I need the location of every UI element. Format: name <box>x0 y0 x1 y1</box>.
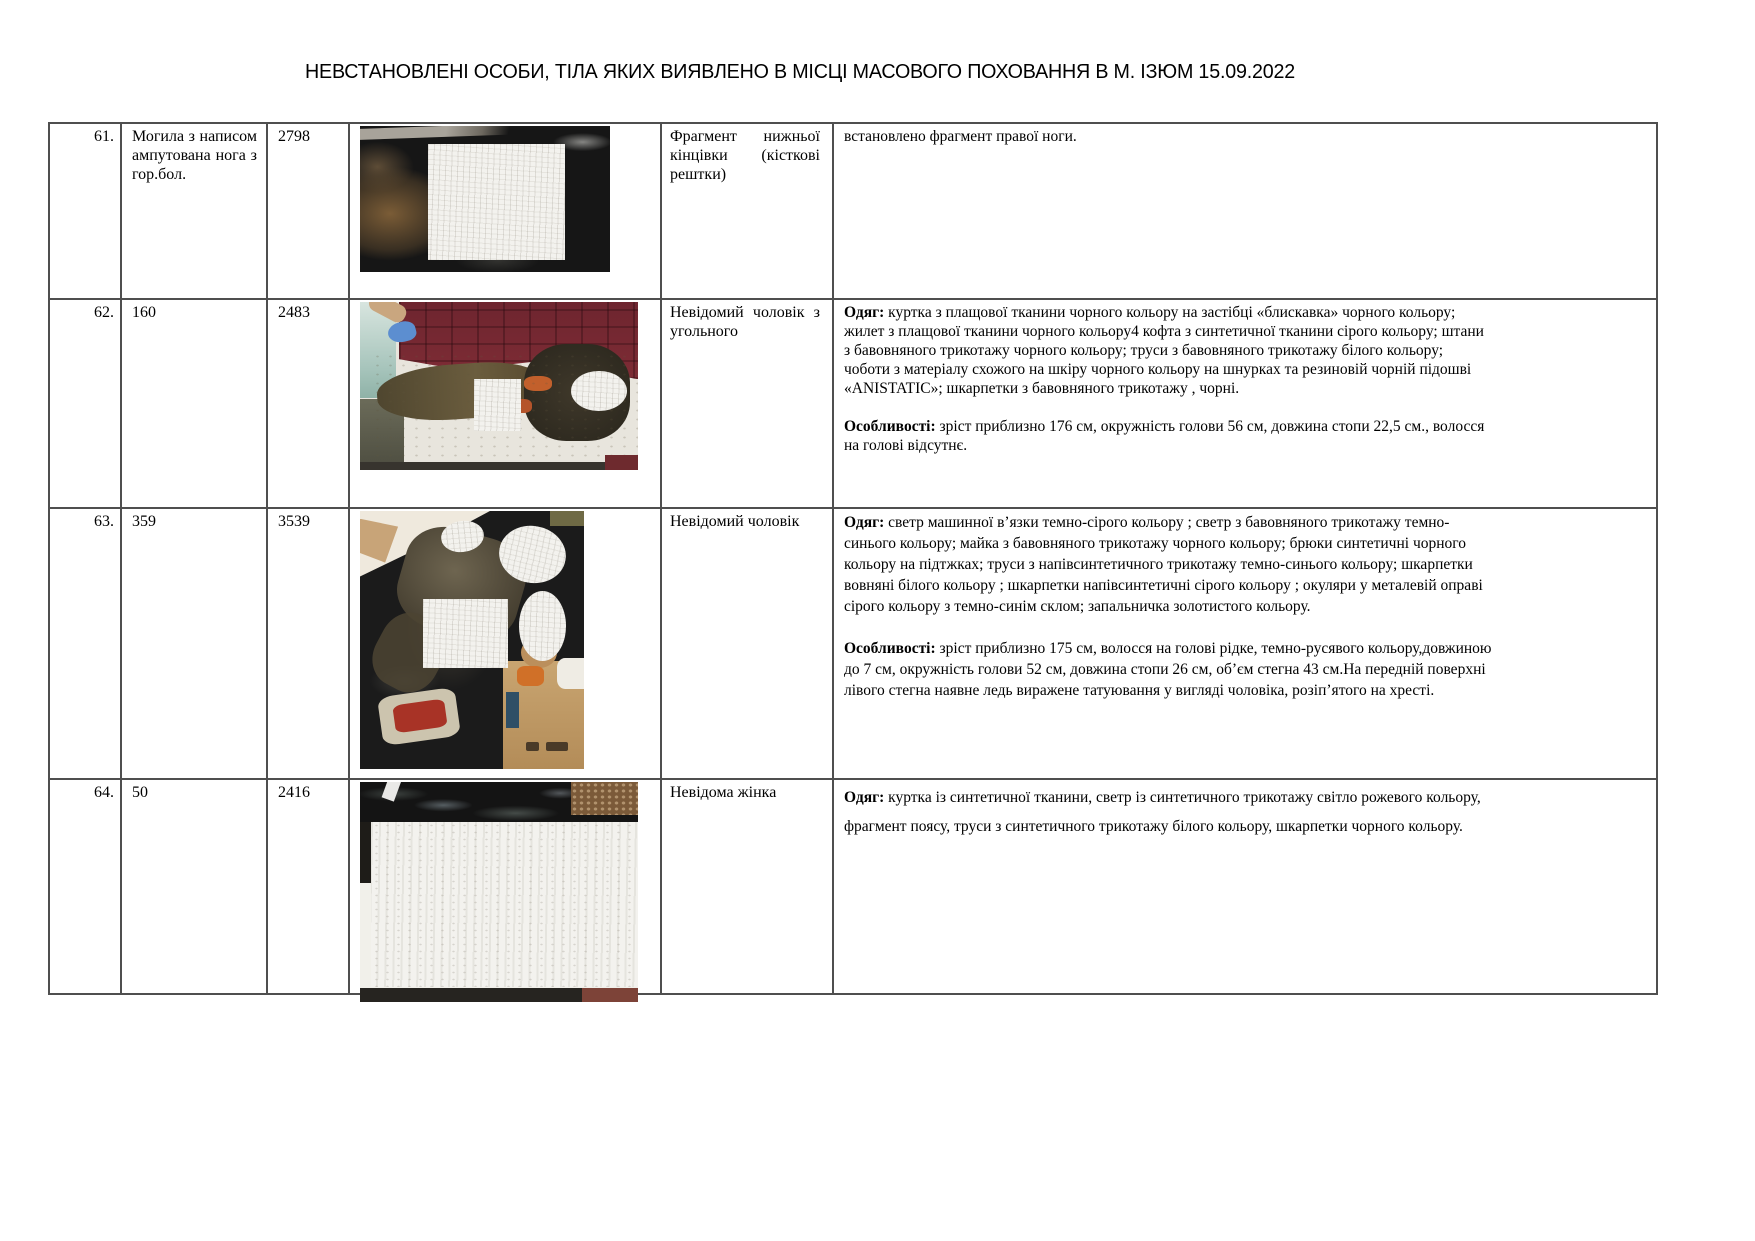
row-number: 62. <box>94 304 114 321</box>
censor-blur-ellipse <box>571 371 627 411</box>
details-paragraph <box>844 303 1492 398</box>
photo-detail-metal-edge <box>360 126 525 140</box>
details-paragraph <box>844 417 1492 455</box>
row-number-cell <box>49 299 121 508</box>
details-cell <box>833 123 1657 299</box>
evidence-photo <box>360 511 584 769</box>
photo-detail-dirt <box>550 511 584 526</box>
records-table <box>48 122 1658 995</box>
details-cell <box>833 779 1657 994</box>
short-description-cell <box>661 779 833 994</box>
details-paragraph <box>844 512 1492 617</box>
details-paragraph <box>844 638 1492 701</box>
short-description: Фрагмент нижньої кінцівки (кісткові рештки) <box>670 128 820 183</box>
details-paragraph <box>844 783 1492 841</box>
photo-detail-corner <box>582 988 638 1002</box>
body-number: 2483 <box>278 304 310 321</box>
details-text: куртка із синтетичної тканини, светр із синтетичного трикотажу світло рожевого кольору, фрагмент поясу, труси з синтетичного трикотажу білого кольору, шкарпетки чорного кольору. <box>844 789 1481 835</box>
body-number: 3539 <box>278 513 310 530</box>
grave-label: 160 <box>132 304 156 321</box>
censor-blur-rect <box>428 144 566 261</box>
grave-label-cell <box>121 779 267 994</box>
table-row <box>49 508 1657 779</box>
details-text: светр машинної в’язки темно-сірого кольору ; светр з бавовняного трикотажу темно-синього кольору; майка з бавовняного трикотажу чорного кольору; брюки синтетичні чорного кольору на підтжках; труси з напівсинтетичного трикотажу темно-синього кольору; шкарпетки вовняні білого кольору ; шкарпетки напівсинтетичні сірого кольору ; окуляри у металевій оправі сірого кольору з темно-синім склом; запальничка золотистого кольору. <box>844 514 1483 615</box>
body-number: 2416 <box>278 784 310 801</box>
photo-cell <box>349 508 661 779</box>
photo-cell <box>349 779 661 994</box>
row-number: 64. <box>94 784 114 801</box>
grave-label: Могила з написом ампутована нога з гор.бол. <box>132 128 257 183</box>
body-number-cell <box>267 508 349 779</box>
details-label: Особливості: <box>844 640 936 657</box>
short-description: Невідомий чоловік з угольного <box>670 304 820 340</box>
details-text: встановлено фрагмент правої ноги. <box>844 128 1077 145</box>
details-cell <box>833 508 1657 779</box>
body-number: 2798 <box>278 128 310 145</box>
table-row <box>49 123 1657 299</box>
details-paragraph <box>844 127 1492 146</box>
photo-detail-object <box>506 692 519 728</box>
grave-label: 50 <box>132 784 148 801</box>
details-text: зріст приблизно 176 см, окружність голови 56 см, довжина стопи 22,5 см., волосся на голові відсутнє. <box>844 418 1485 454</box>
grave-label-cell <box>121 508 267 779</box>
photo-detail-box-slot <box>546 742 568 751</box>
short-description-cell <box>661 508 833 779</box>
page-title: НЕВСТАНОВЛЕНІ ОСОБИ, ТІЛА ЯКИХ ВИЯВЛЕНО В МІСЦІ МАСОВОГО ПОХОВАННЯ В М. ІЗЮМ 15.09.2022 <box>305 60 1296 83</box>
body-number-cell <box>267 299 349 508</box>
body-number-cell <box>267 123 349 299</box>
photo-detail-cloth <box>557 658 584 689</box>
grave-label-cell <box>121 123 267 299</box>
censor-blur-rect <box>423 599 508 669</box>
details-cell <box>833 299 1657 508</box>
evidence-photo <box>360 782 638 1002</box>
row-number-cell <box>49 123 121 299</box>
photo-detail-bottom-strip <box>360 462 638 470</box>
details-label: Одяг: <box>844 789 885 806</box>
details-label: Особливості: <box>844 418 936 435</box>
evidence-photo <box>360 302 638 470</box>
evidence-photo <box>360 126 610 272</box>
short-description: Невідома жінка <box>670 784 777 801</box>
photo-detail-corner <box>605 455 638 470</box>
photo-detail-object <box>517 666 544 687</box>
table-row <box>49 299 1657 508</box>
censor-blur-rect <box>474 379 521 431</box>
grave-label: 359 <box>132 513 156 530</box>
grave-label-cell <box>121 299 267 508</box>
details-label: Одяг: <box>844 304 885 321</box>
censor-blur-ellipse <box>519 591 566 661</box>
photo-cell <box>349 299 661 508</box>
details-text: куртка з плащової тканини чорного кольору на застібці «блискавка» чорного кольору; жилет з плащової тканини чорного кольору4 кофта з синтетичної тканини сірого кольору; штани з бавовняного трикотажу чорного кольору; труси з бавовняного трикотажу білого кольору; чоботи з матеріалу схожого на шкіру чорного кольору на шнурках та резиновій чорній підошві «ANISTATIC»; шкарпетки з бавовняного трикотажу , чорні. <box>844 304 1484 397</box>
details-text: зріст приблизно 175 см, волосся на голові рідке, темно-русявого кольору,довжиною до 7 см, окружність голови 52 см, довжина стопи 26 см, об’єм стегна 43 см.На передній поверхні лівого стегна наявне ледь виражене татуювання у вигляді чоловіка, розіп’ятого на хресті. <box>844 640 1492 699</box>
photo-cell <box>349 123 661 299</box>
row-number: 61. <box>94 128 114 145</box>
short-description-cell <box>661 123 833 299</box>
row-number: 63. <box>94 513 114 530</box>
details-label: Одяг: <box>844 514 885 531</box>
row-number-cell <box>49 508 121 779</box>
censor-blur-rect <box>371 822 638 987</box>
body-number-cell <box>267 779 349 994</box>
photo-detail-box-slot <box>526 742 539 751</box>
photo-detail-dirt <box>571 782 638 815</box>
short-description: Невідомий чоловік <box>670 513 800 530</box>
short-description-cell <box>661 299 833 508</box>
table-row <box>49 779 1657 994</box>
row-number-cell <box>49 779 121 994</box>
